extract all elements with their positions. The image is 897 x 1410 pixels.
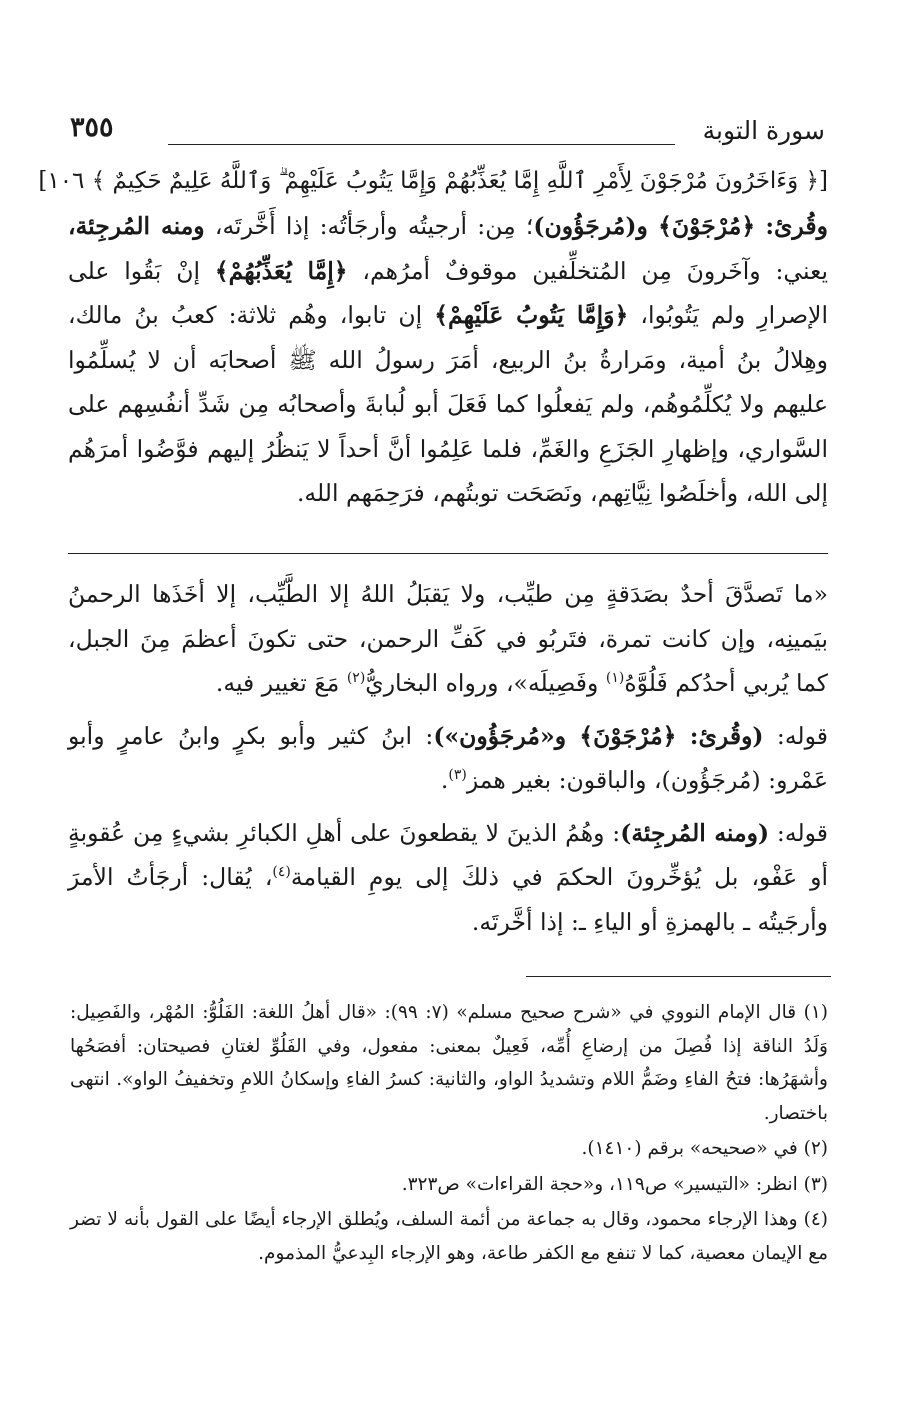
commentary-paragraph: وقُرئ: ﴿مُرْجَوْنَ﴾ و(مُرجَؤُون)؛ مِن: أرجيتُه وأرجَأتُه: إذا أَخَّرتَه، ومنه المُرجِئة، يعني: وآخَرونَ مِن المُتخلِّفين موقوفٌ أمرُهم، ﴿إِمَّا يُعَذِّبُهُمْ﴾ إنْ بَقُوا على الإصرارِ ولم يَتُوبُوا، ﴿وَإِمَّا يَتُوبُ عَلَيْهِمْ﴾ إن تابوا، وهُم ثلاثة: كعبُ بنُ مالك، وهِلالُ بنُ أمية، ومَرارةُ بنُ الربيع، أمَرَ رسولُ الله ﷺ أصحابَه أن لا يُسلِّمُوا عليهم ولا يُكلِّمُوهُم، ولم يَفعلُوا كما فَعَلَ أبو لُبابةَ وأصحابُه مِن شَدِّ أنفُسِهم على السَّواري، وإظهارِ الجَزَعِ والغَمِّ، فلما عَلِمُوا أنَّ أحداً لا يَنظُرُ إليهم فوَّضُوا أمرَهُم إلى الله، وأخلَصُوا نِيَّاتِهم، ونَصَحَت توبتُهم، فرَحِمَهم الله. <box>68 212 828 507</box>
page-number: ٣٥٥ <box>70 112 114 143</box>
footnotes <box>70 996 828 1270</box>
quran-verse: [﴿ وَءَاخَرُونَ مُرْجَوْنَ لِأَمْرِ ٱللَّهِ إِمَّا يُعَذِّبُهُمْ وَإِمَّا يَتُوبُ عَلَيْهِمْ ۗ وَٱللَّهُ عَلِيمٌ حَكِيمٌ ﴾ ١٠٦] <box>38 168 828 194</box>
verse-number: ١٠٦ <box>47 168 85 194</box>
footnote-ref-2: (٢) <box>346 670 366 687</box>
sharh-paragraph-hadith: «ما تَصدَّقَ أحدٌ بصَدَقةٍ مِن طيِّب، ولا يَقبَلُ اللهُ إلا الطَّيِّب، إلا أخَذَها الرحمنُ بيَمينِه، وإن كانت تمرة، فتَربُو في كَفِّ الرحمن، حتى تكونَ أعظمَ مِنَ الجبل، كما يُربي أحدُكم فَلُوَّهُ$^{(١)}$ وفَصِيلَه»، ورواه البخاريُّ$^{(٢)}$ مَعَ تغيير فيه. <box>68 580 828 697</box>
tafsir-main-text <box>38 158 828 516</box>
footnote-2: (٢) في «صحيحه» برقم (١٤١٠). <box>581 1138 828 1159</box>
sharh-text <box>68 572 828 952</box>
section-divider <box>68 553 828 554</box>
footnote-divider <box>526 976 831 977</box>
verse-text: ﴿ وَءَاخَرُونَ مُرْجَوْنَ لِأَمْرِ ٱللَّهِ إِمَّا يُعَذِّبُهُمْ وَإِمَّا يَتُوبُ عَلَيْهِمْ ۗ وَٱللَّهُ عَلِيمٌ حَكِيمٌ ﴾ <box>91 168 820 194</box>
footnote-1: (١) قال الإمام النووي في «شرح صحيح مسلم» (٧: ٩٩): «قال أهلُ اللغة: الفَلُوُّ: المُهْر، والفَصِيل: وَلَدُ الناقة إذا فُصِلَ من إرضاعِ أُمِّه، فَعِيلٌ بمعنى: مفعول، وفي الفَلُوِّ لغتانِ فصيحتان: أفصَحُها وأشهَرُها: فتحُ الفاءِ وضَمُّ اللام وتشديدُ الواو، والثانية: كسرُ الفاءِ وإسكانُ اللامِ وتخفيفُ الواو». انتهى باختصار. <box>70 1002 828 1124</box>
page-header <box>70 110 825 154</box>
surah-title: سورة التوبة <box>702 116 825 145</box>
footnote-ref-1: (١) <box>605 670 625 687</box>
sharh-paragraph-qiraat: قوله: (وقُرئ: ﴿مُرْجَوْنَ﴾ و«مُرجَؤُون»): ابنُ كثير وأبو بكرٍ وابنُ عامرٍ وأبو عَمْرو: (مُرجَؤُون)، والباقون: بغير همز$^{(٣)}$. <box>68 721 828 794</box>
header-rule <box>168 144 675 145</box>
footnote-ref-3: (٣) <box>448 767 467 784</box>
footnote-4: (٤) وهذا الإرجاء محمود، وقال به جماعة من أئمة السلف، ويُطلق الإرجاء أيضًا على القول بأنه لا تضر مع الإيمان معصية، كما لا تنفع مع الكفر طاعة، وهو الإرجاء البِدعيُّ المذموم. <box>70 1209 828 1264</box>
sharh-paragraph-murjia: قوله: (ومنه المُرجِئة): وهُمُ الذينَ لا يقطعونَ على أهلِ الكبائرِ بشيءٍ مِن عُقوبةٍ أو عَفْو، بل يُؤخِّرونَ الحكمَ في ذلكَ إلى يومِ القيامة$^{(٤)}$، يُقال: أرجَأتُ الأمرَ وأرجَيتُه ـ بالهمزةِ أو الياءِ ـ: إذا أخَّرتَه. <box>68 818 829 936</box>
footnote-3: (٣) انظر: «التيسير» ص١١٩، و«حجة القراءات» ص٣٢٣. <box>401 1173 828 1195</box>
footnote-ref-4: (٤) <box>272 864 291 881</box>
